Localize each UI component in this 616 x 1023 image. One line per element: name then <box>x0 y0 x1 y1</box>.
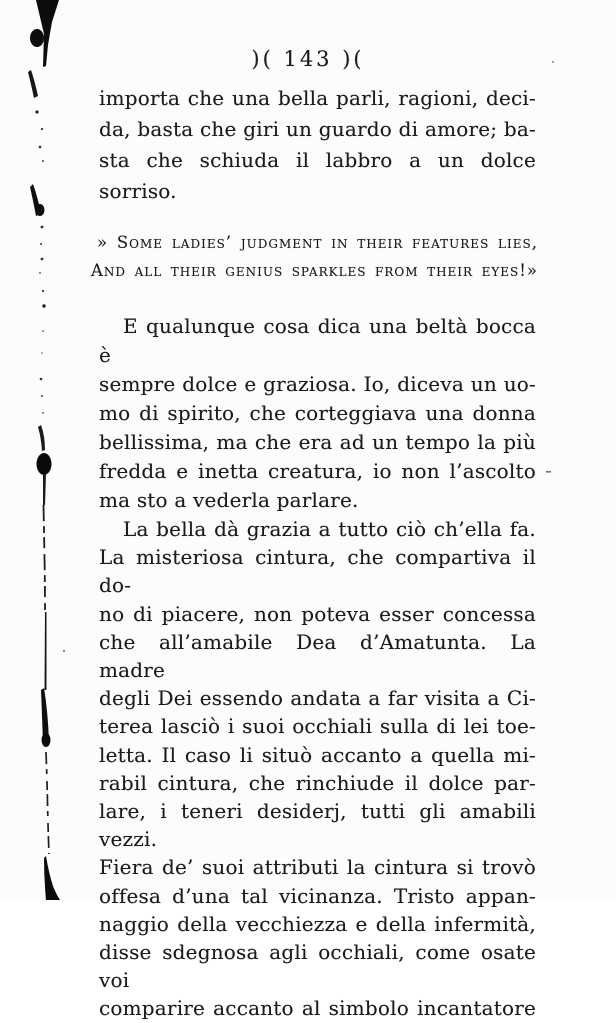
text-line: comparire accanto al simbolo incantatore <box>99 996 536 1021</box>
text-line: Fiera de’ suoi attributi la cintura si trovò <box>99 855 536 880</box>
text-line: La bella dà grazia a tutto ciò ch’ella fa. <box>123 517 536 541</box>
text-line: naggio della vecchiezza e della infermità, <box>99 911 536 936</box>
quote-line: And all their genius sparkles from their eyes!» <box>91 261 538 280</box>
paragraph <box>99 515 536 1023</box>
text-line: che all’amabile Dea d’Amatunta. La madre <box>99 629 536 683</box>
text-line: ma sto a vederla parlare. <box>99 488 359 512</box>
text-line: sempre dolce e graziosa. Io, diceva un uo- <box>99 372 536 396</box>
page-number: )( 143 )( <box>251 47 365 71</box>
paragraph-continuation <box>99 83 536 207</box>
quote-line: » Some ladies’ judgment in their features lies, <box>97 233 538 252</box>
text-line: offesa d’una tal vicinanza. Tristo appan- <box>99 883 536 908</box>
text-line: bellissima, ma che era ad un tempo la più <box>99 430 536 454</box>
verse-quote-block <box>91 229 538 285</box>
text-line: rabil cintura, che rinchiude il dolce par- <box>99 770 536 795</box>
paragraph <box>99 312 536 515</box>
text-line: mo di spirito, che corteggiava una donna <box>99 401 536 425</box>
text-line: degli Dei essendo andata a far visita a Ci- <box>99 686 536 711</box>
text-line: importa che una bella parli, ragioni, deci- <box>99 86 536 110</box>
text-line: sta che schiuda il labbro a un dolce sorriso. <box>99 148 536 203</box>
text-line: fredda e inetta creatura, io non l’ascolto <box>99 459 536 483</box>
text-block <box>91 83 538 1023</box>
text-line: E qualunque cosa dica una beltà bocca è <box>99 314 536 367</box>
text-line: lare, i teneri desiderj, tutti gli amabili vezzi. <box>99 799 536 852</box>
text-line: La misteriosa cintura, che compartiva il do- <box>99 545 536 598</box>
text-line: letta. Il caso li situò accanto a quella mi- <box>99 742 536 767</box>
text-line: disse sdegnosa agli occhiali, come osate voi <box>99 940 536 993</box>
text-line: no di piacere, non poteva esser concessa <box>99 601 536 626</box>
text-line: da, basta che giri un guardo di amore; ba- <box>99 117 536 141</box>
text-line: terea lasciò i suoi occhiali sulla di lei toe- <box>99 714 536 739</box>
